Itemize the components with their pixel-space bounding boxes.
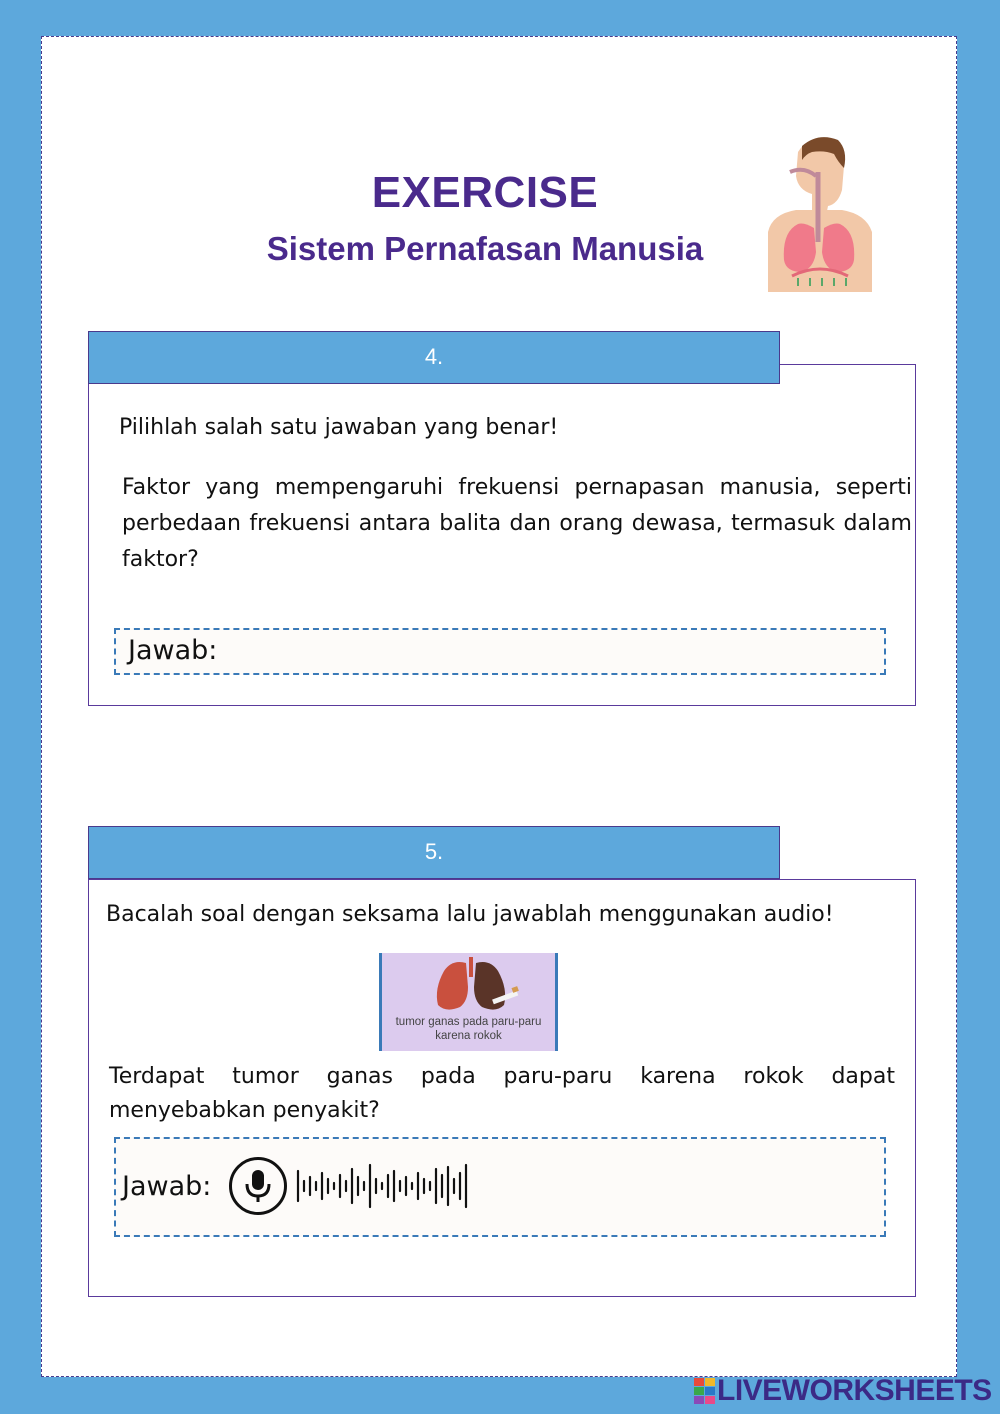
audio-waveform-icon: [296, 1163, 472, 1209]
question-5-answer-label: Jawab:: [122, 1171, 212, 1202]
microphone-icon: [232, 1160, 284, 1212]
question-4-answer-box[interactable]: [114, 628, 886, 675]
smoker-lung-image: [379, 953, 558, 1051]
question-5-text: Terdapat tumor ganas pada paru-paru karena rokok dapat menyebabkan penyakit?: [109, 1064, 895, 1123]
liveworksheets-logo-text: LIVEWORKSHEETS: [717, 1374, 992, 1407]
record-audio-button[interactable]: [229, 1157, 287, 1215]
page-subtitle: Sistem Pernafasan Manusia: [266, 230, 704, 267]
liveworksheets-logo[interactable]: [693, 1374, 992, 1408]
question-4-answer-input[interactable]: [228, 636, 872, 670]
question-4-text: Faktor yang mempengaruhi frekuensi pernapasan manusia, seperti perbedaan frekuensi antara balita dan orang dewasa, termasuk dalam faktor?: [122, 475, 912, 572]
liveworksheets-logo-icon: [693, 1376, 717, 1406]
question-5-instruction: Bacalah soal dengan seksama lalu jawablah menggunakan audio!: [106, 902, 834, 927]
question-4-instruction: Pilihlah salah satu jawaban yang benar!: [119, 415, 559, 440]
question-5-number: 5.: [88, 826, 780, 879]
question-4-number: 4.: [88, 331, 780, 384]
lungs-icon: [422, 957, 522, 1015]
smoker-lung-caption: tumor ganas pada paru-paru karena rokok: [395, 1016, 542, 1042]
respiratory-system-illustration: [768, 132, 872, 292]
page-title: EXERCISE: [371, 168, 599, 217]
question-4-answer-label: Jawab:: [128, 635, 218, 666]
